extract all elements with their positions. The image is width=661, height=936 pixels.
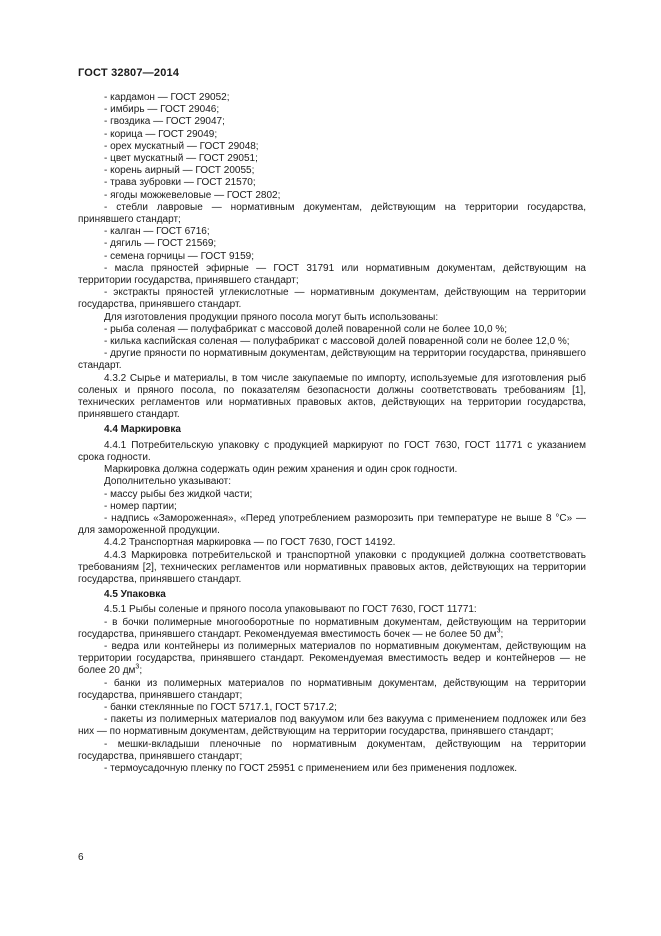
paragraph: 4.4.2 Транспортная маркировка — по ГОСТ 7630, ГОСТ 14192.: [104, 537, 396, 549]
paragraph: - ягоды можжевеловые — ГОСТ 2802;: [104, 189, 281, 201]
document-body: [78, 92, 586, 775]
paragraph: - в бочки полимерные многооборотные по нормативным документам, действующим на территории государства, принявшего стандарт. Рекомендуемая вместимость бочек — не более 50 $дм^3$;: [78, 616, 586, 640]
paragraph: - банки из полимерных материалов по нормативным документам, действующим на территории государства, принявшего стандарт;: [78, 677, 586, 701]
paragraph: Маркировка должна содержать один режим хранения и один срок годности.: [104, 464, 458, 476]
paragraph: - корица — ГОСТ 29049;: [104, 128, 218, 140]
paragraph: - надпись «Замороженная», «Перед употреблением разморозить при температуре не выше 8 °С» — для замороженной продукции.: [78, 512, 586, 537]
superscript: 3: [135, 664, 140, 672]
paragraph: - трава зубровки — ГОСТ 21570;: [104, 177, 256, 189]
paragraph: - кардамон — ГОСТ 29052;: [104, 92, 230, 103]
paragraph: - другие пряности по нормативным документам, действующим на территории государства, принявшего стандарт.: [78, 348, 586, 372]
superscript: 3: [496, 627, 501, 635]
paragraph: 4.3.2 Сырье и материалы, в том числе закупаемые по импорту, используемые для изготовления рыб соленых и пряного посола, по показателям безопасности должны соответствовать требованиям [1], технических регламентов или нормативных правовых актов, действующих на территории государства, принявшего стандарт.: [78, 372, 586, 421]
paragraph: 4.4.1 Потребительскую упаковку с продукцией маркируют по ГОСТ 7630, ГОСТ 11771 с указанием срока годности.: [78, 439, 586, 463]
paragraph: - экстракты пряностей углекислотные — нормативным документам, действующим на территории государства, принявшего стандарт.: [78, 287, 586, 311]
paragraph: - гвоздика — ГОСТ 29047;: [104, 116, 225, 128]
section-heading: 4.5 Упаковка: [104, 589, 166, 601]
paragraph: - массу рыбы без жидкой части;: [104, 488, 253, 500]
paragraph: - термоусадочную пленку по ГОСТ 25951 с применением или без применения подложек.: [104, 762, 518, 774]
paragraph: 4.4.3 Маркировка потребительской и транспортной упаковки с продукцией должна соответствовать требованиям [2], технических регламентов или нормативных правовых актов, действующих на территории государства, принявшего стандарт.: [78, 549, 586, 585]
paragraph: - банки стеклянные по ГОСТ 5717.1, ГОСТ 5717.2;: [104, 701, 337, 713]
document-header: ГОСТ 32807—2014: [78, 67, 180, 79]
paragraph: - номер партии;: [104, 500, 177, 512]
paragraph: - масла пряностей эфирные — ГОСТ 31791 или нормативным документам, действующим на территории государства, принявшего стандарт;: [78, 262, 586, 287]
paragraph: - дягиль — ГОСТ 21569;: [104, 238, 217, 250]
paragraph: - килька каспийская соленая — полуфабрикат с массовой долей поваренной соли не более 12,0 %;: [104, 336, 570, 348]
paragraph: Дополнительно указывают:: [104, 476, 231, 488]
paragraph: - рыба соленая — полуфабрикат с массовой долей поваренной соли не более 10,0 %;: [104, 323, 508, 335]
section-heading: 4.4 Маркировка: [104, 424, 181, 436]
page-number: 6: [78, 852, 84, 863]
paragraph: - орех мускатный — ГОСТ 29048;: [104, 140, 259, 152]
paragraph: - цвет мускатный — ГОСТ 29051;: [104, 153, 258, 165]
paragraph: - пакеты из полимерных материалов под вакуумом или без вакуума с применением подложек или без них — по нормативным документам, действующим на территории государства, принявшего стандарт;: [78, 714, 586, 738]
paragraph: - семена горчицы — ГОСТ 9159;: [104, 250, 254, 262]
paragraph: - имбирь — ГОСТ 29046;: [104, 104, 220, 116]
paragraph: - мешки-вкладыши пленочные по нормативным документам, действующим на территории государства, принявшего стандарт;: [78, 738, 586, 762]
paragraph: - ведра или контейнеры из полимерных материалов по нормативным документам, действующим на территории государства, принявшего стандарт. Рекомендуемая вместимость ведер и контейнеров — не более 20 $дм^3$;: [78, 640, 586, 677]
paragraph: Для изготовления продукции пряного посола могут быть использованы:: [104, 311, 439, 323]
paragraph: - корень аирный — ГОСТ 20055;: [104, 165, 255, 177]
paragraph: - калган — ГОСТ 6716;: [104, 226, 210, 238]
paragraph: - стебли лавровые — нормативным документам, действующим на территории государства, принявшего стандарт;: [78, 201, 586, 226]
paragraph: 4.5.1 Рыбы соленые и пряного посола упаковывают по ГОСТ 7630, ГОСТ 11771:: [104, 604, 477, 616]
